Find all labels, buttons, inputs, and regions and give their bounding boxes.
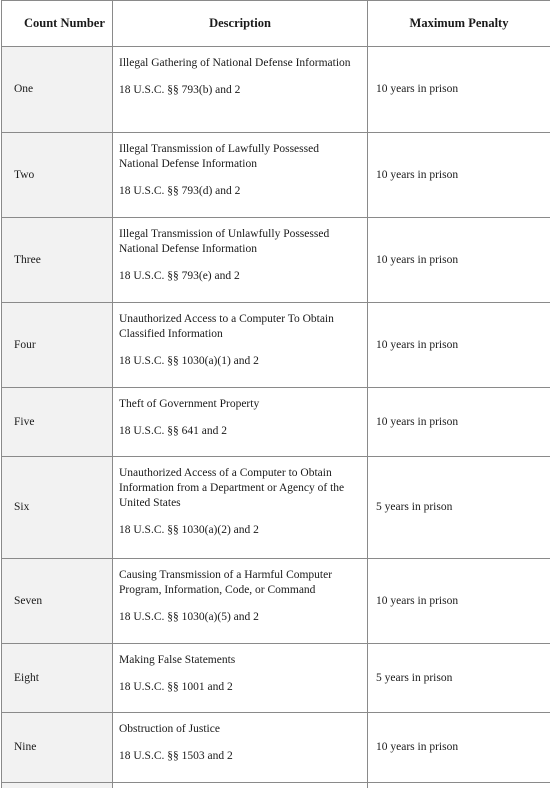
table-row — [2, 644, 550, 713]
count-number-cell: Six — [2, 457, 113, 559]
table-row — [2, 218, 550, 303]
description-cell — [113, 218, 368, 303]
header-count-number: Count Number — [2, 1, 113, 47]
charge-statute: 18 U.S.C. §§ 1001 and 2 — [119, 680, 361, 695]
penalty-cell: 5 years in prison — [368, 457, 550, 559]
charge-title: Causing Transmission of a Harmful Computer Program, Information, Code, or Command — [119, 568, 361, 598]
charges-table — [1, 0, 550, 788]
charge-title: Making False Statements — [119, 653, 361, 668]
penalty-cell: 10 years in prison — [368, 559, 550, 644]
description-cell — [113, 47, 368, 133]
table-row — [2, 713, 550, 783]
cutoff-cell — [368, 783, 550, 788]
penalty-cell: 5 years in prison — [368, 644, 550, 713]
count-number-cell: One — [2, 47, 113, 133]
table-row — [2, 388, 550, 457]
count-number-cell: Two — [2, 133, 113, 218]
description-cell — [113, 713, 368, 783]
cutoff-cell — [113, 783, 368, 788]
charge-title: Illegal Transmission of Unlawfully Possessed National Defense Information — [119, 227, 361, 257]
table-row — [2, 47, 550, 133]
count-number-cell: Seven — [2, 559, 113, 644]
penalty-cell: 10 years in prison — [368, 133, 550, 218]
count-number-cell: Eight — [2, 644, 113, 713]
charge-title: Illegal Transmission of Lawfully Possessed National Defense Information — [119, 142, 361, 172]
cutoff-cell — [2, 783, 113, 788]
charge-title: Illegal Gathering of National Defense Information — [119, 56, 361, 71]
header-maximum-penalty: Maximum Penalty — [368, 1, 550, 47]
charge-title: Obstruction of Justice — [119, 722, 361, 737]
charge-title: Theft of Government Property — [119, 397, 361, 412]
penalty-cell: 10 years in prison — [368, 47, 550, 133]
count-number-cell: Four — [2, 303, 113, 388]
charge-statute: 18 U.S.C. §§ 1030(a)(1) and 2 — [119, 354, 361, 369]
charge-statute: 18 U.S.C. §§ 1503 and 2 — [119, 749, 361, 764]
description-cell — [113, 559, 368, 644]
header-description: Description — [113, 1, 368, 47]
table-row-cutoff — [2, 783, 550, 788]
charge-statute: 18 U.S.C. §§ 1030(a)(5) and 2 — [119, 610, 361, 625]
table-row — [2, 457, 550, 559]
table-row — [2, 559, 550, 644]
charge-statute: 18 U.S.C. §§ 641 and 2 — [119, 424, 361, 439]
header-row — [2, 1, 550, 47]
penalty-cell: 10 years in prison — [368, 713, 550, 783]
description-cell — [113, 457, 368, 559]
count-number-cell: Nine — [2, 713, 113, 783]
penalty-cell: 10 years in prison — [368, 218, 550, 303]
table-row — [2, 133, 550, 218]
description-cell — [113, 133, 368, 218]
description-cell — [113, 644, 368, 713]
penalty-cell: 10 years in prison — [368, 303, 550, 388]
charge-statute: 18 U.S.C. §§ 793(b) and 2 — [119, 83, 361, 98]
table-row — [2, 303, 550, 388]
charge-statute: 18 U.S.C. §§ 793(d) and 2 — [119, 184, 361, 199]
charge-statute: 18 U.S.C. §§ 793(e) and 2 — [119, 269, 361, 284]
description-cell — [113, 303, 368, 388]
description-cell — [113, 388, 368, 457]
count-number-cell: Three — [2, 218, 113, 303]
charge-title: Unauthorized Access to a Computer To Obtain Classified Information — [119, 312, 361, 342]
charge-title: Unauthorized Access of a Computer to Obtain Information from a Department or Agency of the United States — [119, 466, 361, 511]
penalty-cell: 10 years in prison — [368, 388, 550, 457]
count-number-cell: Five — [2, 388, 113, 457]
charge-statute: 18 U.S.C. §§ 1030(a)(2) and 2 — [119, 523, 361, 538]
